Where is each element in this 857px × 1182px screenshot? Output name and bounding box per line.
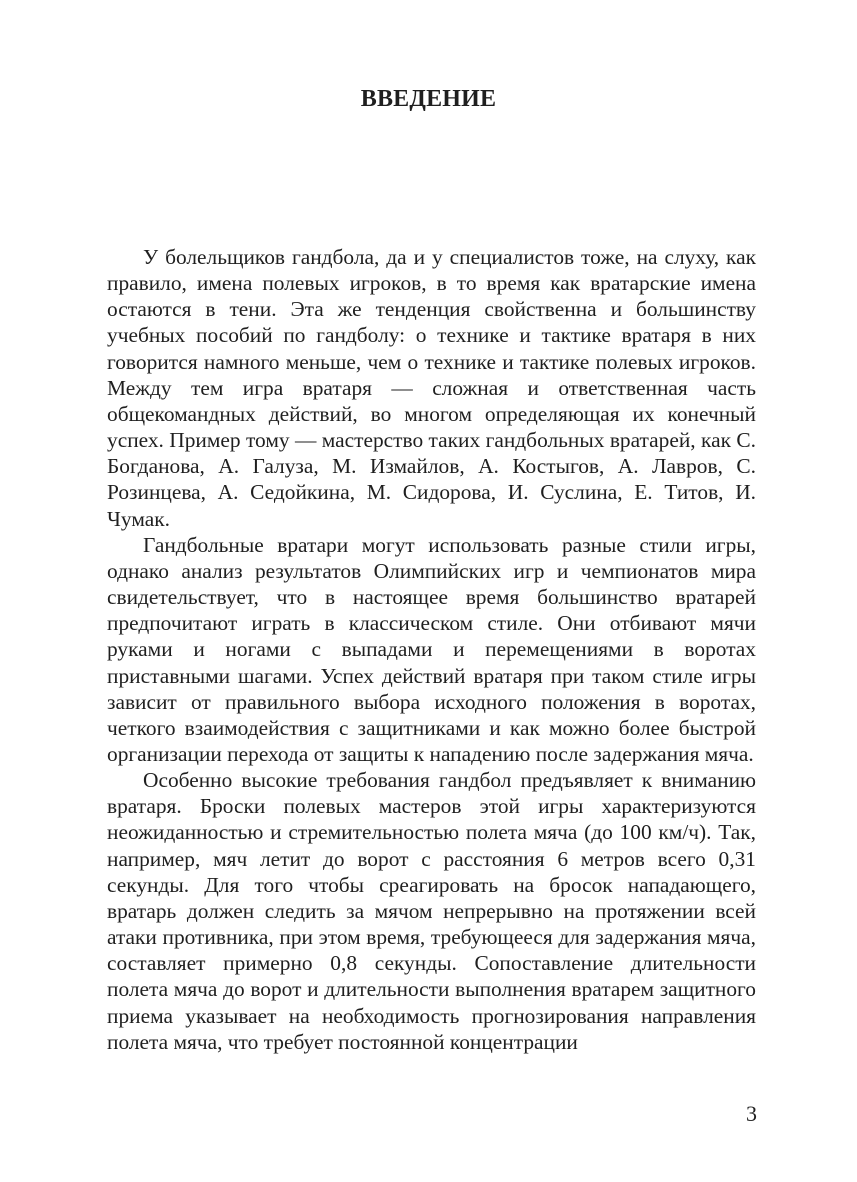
paragraph-1: У болельщиков гандбола, да и у специалистов тоже, на слуху, как правило, имена полевых игроков, в то время как вратарские имена остаются в тени. Эта же тенденция свойственна и большинству учебных пособий по гандболу: о технике и тактике вратаря в них говорится намного меньше, чем о технике и тактике полевых игроков. Между тем игра вратаря — сложная и ответственная часть общекомандных действий, во многом определяющая их конечный успех. Пример тому — мастерство таких гандбольных вратарей, как С. Богданова, А. Галуза, М. Измайлов, А. Костыгов, А. Лавров, С. Розинцева, А. Седойкина, М. Сидорова, И. Суслина, Е. Титов, И. Чумак. [107, 245, 756, 531]
paragraph-3: Особенно высокие требования гандбол предъявляет к вниманию вратаря. Броски полевых мастеров этой игры характеризуются неожиданностью и стремительностью полета мяча (до 100 км/ч). Так, например, мяч летит до ворот с расстояния 6 метров всего 0,31 секунды. Для того чтобы среагировать на бросок нападающего, вратарь должен следить за мячом непрерывно на протяжении всей атаки противника, при этом время, требующееся для задержания мяча, составляет примерно 0,8 секунды. Сопоставление длительности полета мяча до ворот и длительности выполнения вратарем защитного приема указывает на необходимость прогнозирования направления полета мяча, что требует постоянной концентрации [107, 768, 756, 1054]
body-text [107, 244, 756, 1055]
chapter-title: ВВЕДЕНИЕ [360, 86, 497, 112]
paragraph-2: Гандбольные вратари могут использовать разные стили игры, однако анализ результатов Олимпийских игр и чемпионатов мира свидетельствует, что в настоящее время большинство вратарей предпочитают играть в классическом стиле. Они отбивают мячи руками и ногами с выпадами и перемещениями в воротах приставными шагами. Успех действий вратаря при таком стиле игры зависит от правильного выбора исходного положения в воротах, четкого взаимодействия с защитниками и как можно более быстрой организации перехода от защиты к нападению после задержания мяча. [107, 532, 756, 766]
page-number: 3 [746, 1101, 757, 1126]
